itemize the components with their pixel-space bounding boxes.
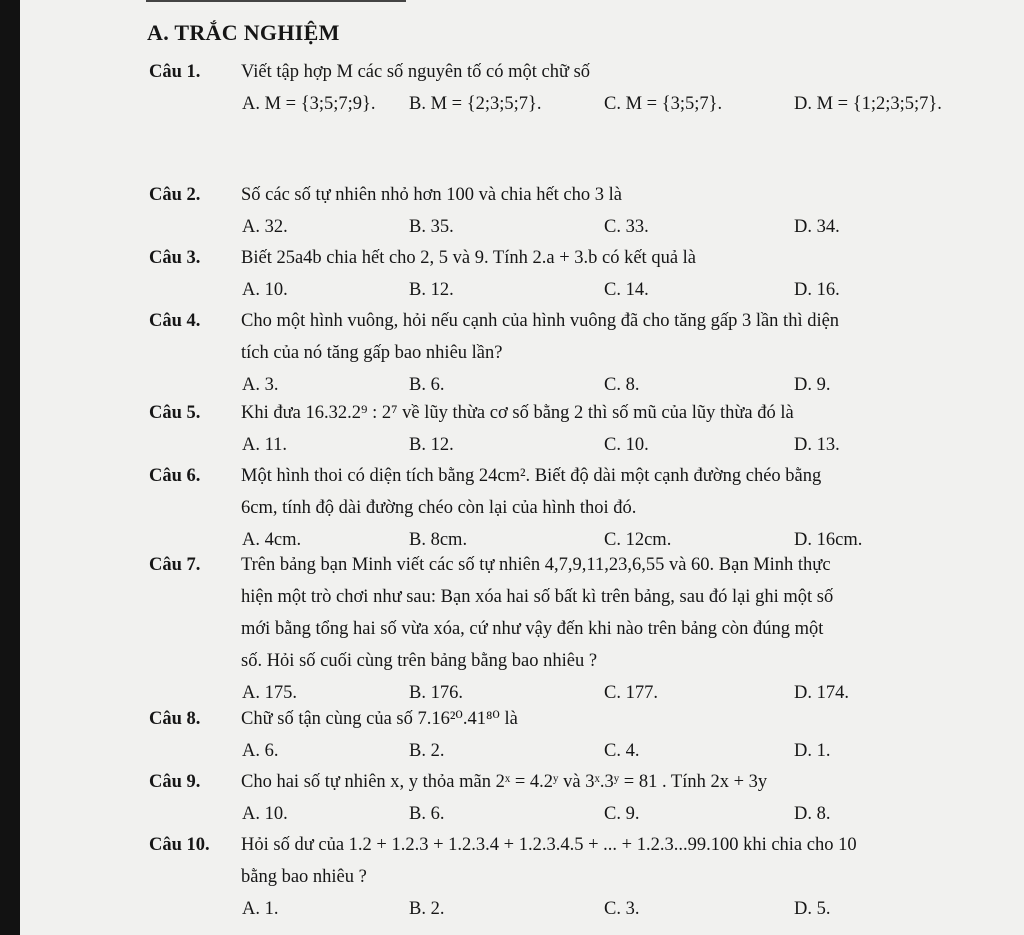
option-c[interactable]: C. 14. (604, 280, 649, 300)
option-d[interactable]: D. 9. (794, 375, 831, 395)
option-b[interactable]: B. 12. (409, 280, 454, 300)
option-b[interactable]: B. M = {2;3;5;7}. (409, 94, 542, 114)
question-label: Câu 2. (149, 185, 201, 205)
option-d[interactable]: D. 8. (794, 804, 831, 824)
option-c[interactable]: C. 12cm. (604, 530, 672, 550)
answer-options (149, 369, 1009, 401)
question-text: Số các số tự nhiên nhỏ hơn 100 và chia hết cho 3 là (241, 185, 622, 205)
answer-options (149, 798, 1009, 830)
option-d[interactable]: D. 16. (794, 280, 840, 300)
question-text: Cho một hình vuông, hỏi nếu cạnh của hình vuông đã cho tăng gấp 3 lần thì diện (241, 311, 840, 331)
question-8 (149, 704, 1009, 767)
question-7 (149, 550, 1009, 709)
question-text: Biết 25a4b chia hết cho 2, 5 và 9. Tính 2.a + 3.b có kết quả là (241, 248, 697, 268)
section-title: A. TRẮC NGHIỆM (147, 20, 340, 45)
option-a[interactable]: A. 11. (242, 435, 288, 455)
worksheet-page (20, 0, 1024, 935)
answer-options (149, 274, 1009, 306)
option-b[interactable]: B. 176. (409, 683, 463, 703)
question-3 (149, 243, 1009, 306)
option-c[interactable]: C. 10. (604, 435, 649, 455)
option-a[interactable]: A. 10. (242, 280, 288, 300)
question-label: Câu 5. (149, 403, 201, 423)
option-d[interactable]: D. 34. (794, 217, 840, 237)
option-a[interactable]: A. 32. (242, 217, 288, 237)
question-10 (149, 830, 1009, 925)
option-c[interactable]: C. 8. (604, 375, 640, 395)
question-text: Khi đưa 16.32.2⁹ : 2⁷ về lũy thừa cơ số bằng 2 thì số mũ của lũy thừa đó là (241, 403, 794, 423)
option-d[interactable]: D. 5. (794, 899, 831, 919)
option-a[interactable]: A. 3. (242, 375, 279, 395)
question-text-continued: 6cm, tính độ dài đường chéo còn lại của hình thoi đó. (241, 498, 637, 518)
question-text: Một hình thoi có diện tích bằng 24cm². Biết độ dài một cạnh đường chéo bằng (241, 466, 822, 486)
question-text-continued: mới bằng tổng hai số vừa xóa, cứ như vậy đến khi nào trên bảng còn đúng một (241, 619, 824, 639)
question-5 (149, 398, 1009, 461)
question-6 (149, 461, 1009, 556)
option-b[interactable]: B. 6. (409, 804, 445, 824)
option-b[interactable]: B. 6. (409, 375, 445, 395)
question-text: Trên bảng bạn Minh viết các số tự nhiên 4,7,9,11,23,6,55 và 60. Bạn Minh thực (241, 555, 831, 575)
question-label: Câu 10. (149, 835, 210, 855)
option-a[interactable]: A. 4cm. (242, 530, 302, 550)
question-label: Câu 7. (149, 555, 201, 575)
question-label: Câu 3. (149, 248, 201, 268)
option-d[interactable]: D. 174. (794, 683, 849, 703)
option-a[interactable]: A. 175. (242, 683, 297, 703)
question-text: Cho hai số tự nhiên x, y thỏa mãn 2ˣ = 4.2ʸ và 3ˣ.3ʸ = 81 . Tính 2x + 3y (241, 772, 768, 792)
question-label: Câu 4. (149, 311, 201, 331)
answer-options (149, 429, 1009, 461)
option-d[interactable]: D. 16cm. (794, 530, 863, 550)
option-c[interactable]: C. 3. (604, 899, 640, 919)
option-b[interactable]: B. 8cm. (409, 530, 468, 550)
option-b[interactable]: B. 2. (409, 741, 445, 761)
answer-options (149, 88, 1009, 120)
top-rule (146, 0, 406, 2)
option-c[interactable]: C. 33. (604, 217, 649, 237)
question-text-continued: số. Hỏi số cuối cùng trên bảng bằng bao nhiêu ? (241, 651, 598, 671)
question-2 (149, 180, 1009, 243)
option-a[interactable]: A. M = {3;5;7;9}. (242, 94, 376, 114)
option-a[interactable]: A. 6. (242, 741, 279, 761)
question-text-continued: tích của nó tăng gấp bao nhiêu lần? (241, 343, 503, 363)
option-a[interactable]: A. 10. (242, 804, 288, 824)
question-label: Câu 1. (149, 62, 201, 82)
question-4 (149, 306, 1009, 401)
question-1 (149, 57, 1009, 120)
question-label: Câu 9. (149, 772, 201, 792)
question-text: Chữ số tận cùng của số 7.16²⁰.41⁸⁰ là (241, 709, 518, 729)
option-c[interactable]: C. 177. (604, 683, 658, 703)
option-d[interactable]: D. 1. (794, 741, 831, 761)
question-label: Câu 6. (149, 466, 201, 486)
question-text: Viết tập hợp M các số nguyên tố có một chữ số (241, 62, 591, 82)
option-b[interactable]: B. 35. (409, 217, 454, 237)
answer-options (149, 211, 1009, 243)
answer-options (149, 735, 1009, 767)
question-9 (149, 767, 1009, 830)
option-c[interactable]: C. 4. (604, 741, 640, 761)
option-b[interactable]: B. 2. (409, 899, 445, 919)
question-text: Hỏi số dư của 1.2 + 1.2.3 + 1.2.3.4 + 1.2.3.4.5 + ... + 1.2.3...99.100 khi chia cho 10 (241, 835, 857, 855)
option-d[interactable]: D. M = {1;2;3;5;7}. (794, 94, 942, 114)
question-text-continued: hiện một trò chơi như sau: Bạn xóa hai số bất kì trên bảng, sau đó lại ghi một số (241, 587, 834, 607)
option-b[interactable]: B. 12. (409, 435, 454, 455)
option-c[interactable]: C. M = {3;5;7}. (604, 94, 723, 114)
question-text-continued: bằng bao nhiêu ? (241, 867, 367, 887)
question-label: Câu 8. (149, 709, 201, 729)
option-c[interactable]: C. 9. (604, 804, 640, 824)
option-a[interactable]: A. 1. (242, 899, 279, 919)
answer-options (149, 893, 1009, 925)
option-d[interactable]: D. 13. (794, 435, 840, 455)
